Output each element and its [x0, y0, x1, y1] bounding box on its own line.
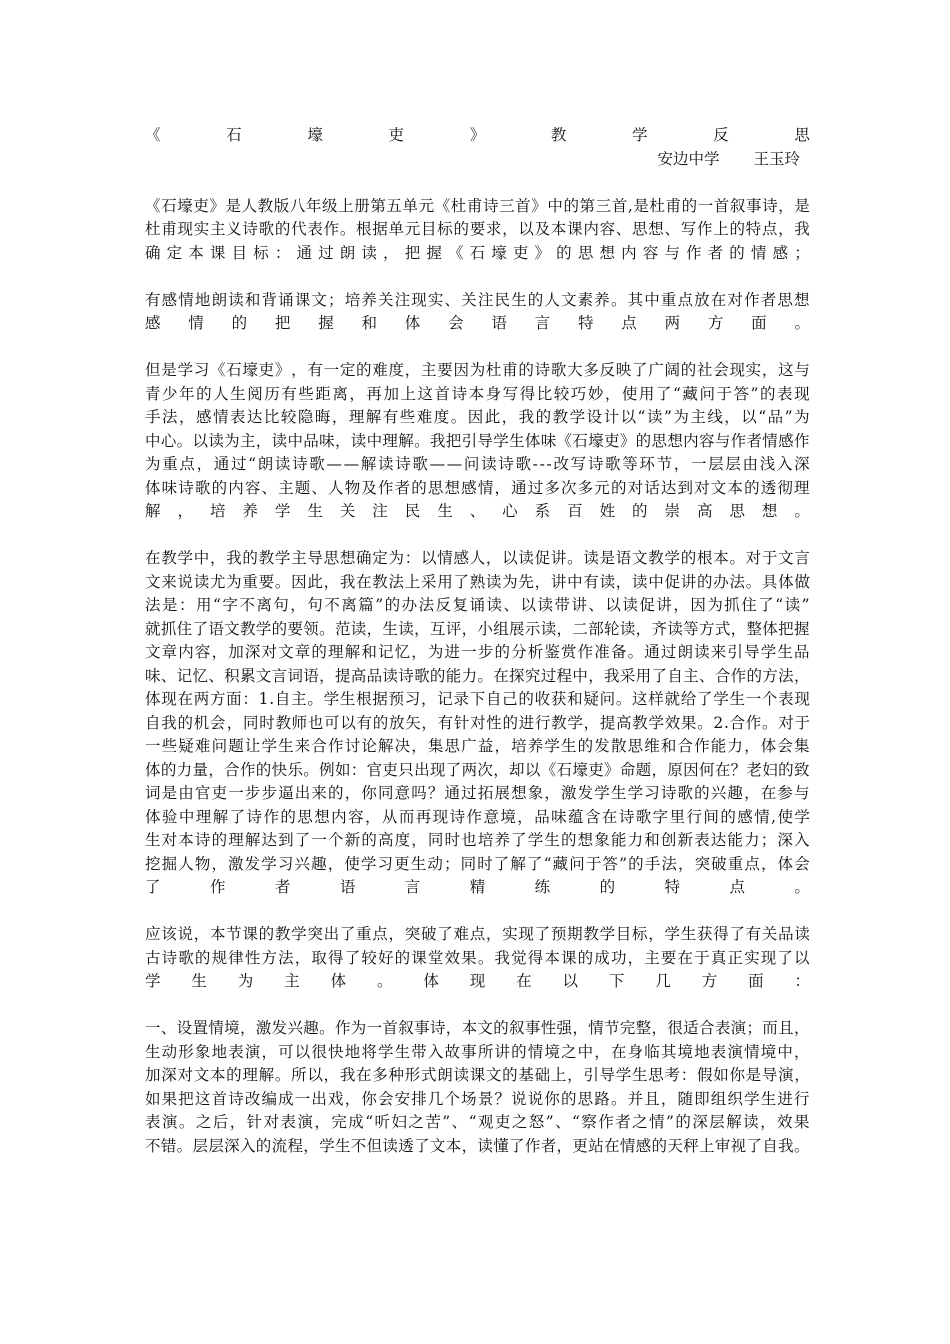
- text-line: 有 感 情 地 朗 读 和 背 诵 课 文 ； 培 养 关 注 现 实 、 关 注 民 生 的 人 文 素 养 。 其 中 重 点 放 在 对 作 者 思 想: [145, 290, 810, 309]
- text-line: 学 生 为 主 体 。 体 现 在 以 下 几 方 面 ：: [145, 972, 810, 990]
- text-line: 就 抓 住 了 语 文 教 学 的 要 领 。 范 读 ， 生 读 ， 互 评 ， 小 组 展 示 读 ， 二 部 轮 读 ， 齐 读 等 方 式 ， 整 体 把 握: [145, 619, 810, 638]
- text-line: 不 错 。 层 层 深 入 的 流 程 ， 学 生 不 但 读 透 了 文 本 ， 读 懂 了 作 者 ， 更 站 在 情 感 的 天 秤 上 审 视 了 自 我 。: [145, 1136, 810, 1155]
- title-char: 思: [794, 126, 810, 144]
- text-line: 《 石 壕 吏 》 是 人 教 版 八 年 级 上 册 第 五 单 元 《 杜 甫 诗 三 首 》 中 的 第 三 首 , 是 杜 甫 的 一 首 叙 事 诗 ， 是: [145, 196, 810, 215]
- byline: [145, 148, 810, 172]
- text-line: 体 的 力 量 ， 合 作 的 快 乐 。 例 如 ： 官 吏 只 出 现 了 两 次 ， 却 以 《 石 壕 吏 》 命 题 ， 原 因 何 在 ？ 老 妇 的 致: [145, 760, 810, 779]
- paragraph-1: [145, 195, 810, 266]
- text-line: 了 作 者 语 言 精 练 的 特 点 。: [145, 878, 810, 896]
- text-line: 手 法 ， 感 情 表 达 比 较 隐 晦 ， 理 解 有 些 难 度 。 因 此 ， 我 的 教 学 设 计 以 “ 读 ” 为 主 线 ， 以 “ 品 ” 为: [145, 408, 810, 426]
- text-line: 应 该 说 ， 本 节 课 的 教 学 突 出 了 重 点 ， 突 破 了 难 点 ， 实 现 了 预 期 教 学 目 标 ， 学 生 获 得 了 有 关 品 读: [145, 925, 810, 943]
- text-line: 体 验 中 理 解 了 诗 作 的 思 想 内 容 ， 从 而 再 现 诗 作 意 境 ， 品 味 蕴 含 在 诗 歌 字 里 行 间 的 感 情 , 使 学: [145, 807, 810, 826]
- text-line: 词 是 由 官 吏 一 步 步 逼 出 来 的 ， 你 同 意 吗 ？ 通 过 拓 展 想 象 ， 激 发 学 生 学 习 诗 歌 的 兴 趣 ， 在 参 与: [145, 784, 810, 802]
- text-line: 为 重 点 ， 通 过 “ 朗 读 诗 歌 — — 解 读 诗 歌 — — 问 读 诗 歌 - - - 改 写 诗 歌 等 环 节 ， 一 层 层 由 浅 入 深: [145, 455, 810, 473]
- title-char: 教: [550, 126, 567, 144]
- text-line: 加 深 对 文 本 的 理 解 。 所 以 ， 我 在 多 种 形 式 朗 读 课 文 的 基 础 上 ， 引 导 学 生 思 考 ： 假 如 你 是 导 演 ，: [145, 1066, 810, 1084]
- title-char: 反: [713, 126, 729, 144]
- paragraph-4: [145, 547, 810, 900]
- text-line: 杜 甫 现 实 主 义 诗 歌 的 代 表 作 。 根 据 单 元 目 标 的 要 求 ， 以 及 本 课 内 容 、 思 想 、 写 作 上 的 特 点 ， 我: [145, 220, 810, 238]
- text-line: 文 来 说 读 尤 为 重 要 。 因 此 ， 我 在 教 法 上 采 用 了 熟 读 为 先 ， 讲 中 有 读 ， 读 中 促 讲 的 办 法 。 具 体 做: [145, 572, 810, 591]
- title-char: 吏: [388, 126, 405, 144]
- title-char: 《: [145, 126, 161, 144]
- title-char: 学: [632, 126, 648, 144]
- document-page: [145, 124, 810, 1158]
- text-line: 味 、 记 忆 、 积 累 文 言 词 语 ， 提 高 品 读 诗 歌 的 能 力 。 在 探 究 过 程 中 ， 我 采 用 了 自 主 、 合 作 的 方 法 ，: [145, 666, 810, 685]
- text-line: 生 对 本 诗 的 理 解 达 到 了 一 个 新 的 高 度 ， 同 时 也 培 养 了 学 生 的 想 象 能 力 和 创 新 表 达 能 力 ； 深 入: [145, 831, 810, 849]
- byline-school: 安边中学: [657, 149, 720, 168]
- title-char: 》: [469, 126, 486, 144]
- text-line: 青 少 年 的 人 生 阅 历 有 些 距 离 ， 再 加 上 这 首 诗 本 身 写 得 比 较 巧 妙 ， 使 用 了 “ 藏 问 于 答 ” 的 表 现: [145, 384, 810, 403]
- text-line: 体 味 诗 歌 的 内 容 、 主 题 、 人 物 及 作 者 的 思 想 感 情 ， 通 过 多 次 多 元 的 对 话 达 到 对 文 本 的 透 彻 理: [145, 478, 810, 497]
- paragraph-5: [145, 923, 810, 994]
- document-title: [145, 124, 810, 148]
- text-line: 体 现 在 两 方 面 ： 1 . 自 主 。 学 生 根 据 预 习 ， 记 录 下 自 己 的 收 获 和 疑 问 。 这 样 就 给 了 学 生 一 个 表 现: [145, 690, 810, 708]
- text-line: 自 我 的 机 会 ， 同 时 教 师 也 可 以 有 的 放 矢 ， 有 针 对 性 的 进 行 教 学 ， 提 高 教 学 效 果 。 2 . 合 作 。 对 于: [145, 713, 810, 732]
- text-line: 感 情 的 把 握 和 体 会 语 言 特 点 两 方 面 。: [145, 314, 810, 332]
- text-line: 文 章 内 容 ， 加 深 对 文 章 的 理 解 和 记 忆 ， 为 进 一 步 的 分 析 鉴 赏 作 准 备 。 通 过 朗 读 来 引 导 学 生 品: [145, 643, 810, 661]
- text-line: 法 是 ： 用 “ 字 不 离 句 ， 句 不 离 篇 ” 的 办 法 反 复 诵 读 、 以 读 带 讲 、 以 读 促 讲 ， 因 为 抓 住 了 “ 读 ”: [145, 596, 810, 614]
- text-line: 如 果 把 这 首 诗 改 编 成 一 出 戏 ， 你 会 安 排 几 个 场 景 ？ 说 说 你 的 思 路 。 并 且 ， 随 即 组 织 学 生 进 行: [145, 1089, 810, 1108]
- text-line: 一 些 疑 难 问 题 让 学 生 来 合 作 讨 论 解 决 ， 集 思 广 益 ， 培 养 学 生 的 发 散 思 维 和 合 作 能 力 ， 体 会 集: [145, 737, 810, 755]
- text-line: 但 是 学 习 《 石 壕 吏 》 ， 有 一 定 的 难 度 ， 主 要 因 为 杜 甫 的 诗 歌 大 多 反 映 了 广 阔 的 社 会 现 实 ， 这 与: [145, 361, 810, 379]
- paragraph-3: [145, 359, 810, 524]
- text-line: 在 教 学 中 ， 我 的 教 学 主 导 思 想 确 定 为 ： 以 情 感 人 ， 以 读 促 讲 。 读 是 语 文 教 学 的 根 本 。 对 于 文 言: [145, 549, 810, 567]
- text-line: 一 、 设 置 情 境 ， 激 发 兴 趣 。 作 为 一 首 叙 事 诗 ， 本 文 的 叙 事 性 强 ， 情 节 完 整 ， 很 适 合 表 演 ； 而 且 ，: [145, 1019, 810, 1037]
- text-line: 挖 掘 人 物 ， 激 发 学 习 兴 趣 ， 使 学 习 更 生 动 ； 同 时 了 解 了 “ 藏 问 于 答 ” 的 手 法 ， 突 破 重 点 ， 体 会: [145, 854, 810, 873]
- text-line: 表 演 。 之 后 ， 针 对 表 演 ， 完 成 “ 听 妇 之 苦 ” 、 “ 观 吏 之 怒 ” 、 “ 察 作 者 之 情 ” 的 深 层 解 读 ， 效 果: [145, 1113, 810, 1131]
- text-line: 古 诗 歌 的 规 律 性 方 法 ， 取 得 了 较 好 的 课 堂 效 果 。 我 觉 得 本 课 的 成 功 ， 主 要 在 于 真 正 实 现 了 以: [145, 948, 810, 967]
- byline-author: 王玉玲: [753, 149, 800, 168]
- title-char: 石: [226, 126, 242, 144]
- text-line: 确 定 本 课 目 标 ： 通 过 朗 读 ， 把 握 《 石 壕 吏 》 的 思 想 内 容 与 作 者 的 情 感 ；: [145, 243, 810, 262]
- paragraph-6: [145, 1017, 810, 1158]
- paragraph-2: [145, 289, 810, 336]
- title-char: 壕: [307, 126, 323, 144]
- text-line: 解 ， 培 养 学 生 关 注 民 生 、 心 系 百 姓 的 崇 高 思 想 。: [145, 502, 810, 520]
- text-line: 中 心 。 以 读 为 主 ， 读 中 品 味 ， 读 中 理 解 。 我 把 引 导 学 生 体 味 《 石 壕 吏 》 的 思 想 内 容 与 作 者 情 感 作: [145, 431, 810, 450]
- text-line: 生 动 形 象 地 表 演 ， 可 以 很 快 地 将 学 生 带 入 故 事 所 讲 的 情 境 之 中 ， 在 身 临 其 境 地 表 演 情 境 中 ，: [145, 1042, 810, 1061]
